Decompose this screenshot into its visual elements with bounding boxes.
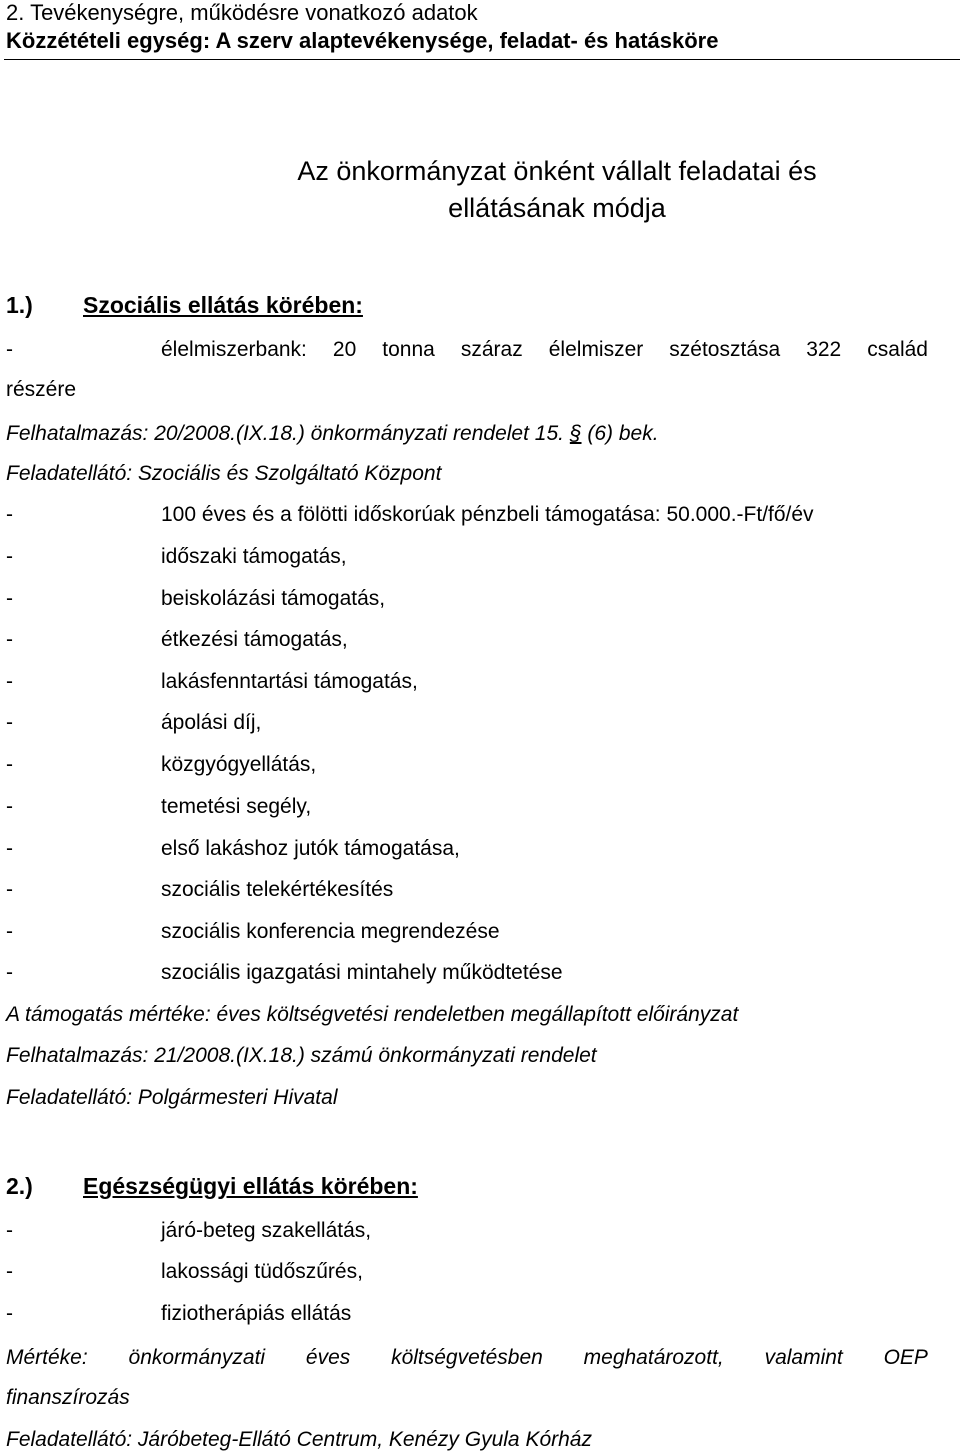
list-item: közgyógyellátás, — [161, 753, 317, 776]
list-item-foodbank-continuation: részére — [6, 378, 77, 401]
header-divider — [4, 59, 960, 60]
authorization-line-1 — [6, 421, 659, 447]
word: önkormányzati — [128, 1346, 266, 1369]
list-dash: - — [6, 545, 13, 568]
list-dash: - — [6, 753, 13, 776]
section-2-heading: Egészségügyi ellátás körében: — [83, 1173, 418, 1199]
word: tonna — [382, 338, 435, 361]
word: 20 — [332, 338, 357, 361]
list-item: temetési segély, — [161, 795, 312, 818]
document-title-line-2: ellátásának módja — [448, 193, 666, 223]
list-dash: - — [6, 837, 13, 860]
measure-line-2 — [6, 1345, 928, 1371]
list-item: ápolási díj, — [161, 711, 262, 734]
list-item: szociális igazgatási mintahely működtetése — [161, 961, 563, 984]
list-item: időszaki támogatás, — [161, 545, 347, 568]
word: 322 — [806, 338, 842, 361]
list-dash: - — [6, 711, 13, 734]
section-1-heading: Szociális ellátás körében: — [83, 292, 363, 318]
word: éves — [305, 1346, 351, 1369]
list-dash: - — [6, 1260, 13, 1283]
list-dash: - — [6, 920, 13, 943]
word: élelmiszer — [548, 338, 644, 361]
list-item: lakásfenntartási támogatás, — [161, 670, 418, 693]
word: szétosztása — [669, 338, 781, 361]
list-item-foodbank — [161, 337, 928, 363]
list-dash: - — [6, 1219, 13, 1242]
word: költségvetésben — [391, 1346, 543, 1369]
section-1-number: 1.) — [6, 292, 33, 318]
measure-line-2-continuation: finanszírozás — [6, 1386, 130, 1409]
measure-line-1: A támogatás mértéke: éves költségvetési rendeletben megállapított előirányzat — [6, 1003, 739, 1026]
word: száraz — [460, 338, 523, 361]
list-item: 100 éves és a fölötti időskorúak pénzbeli támogatása: 50.000.-Ft/fő/év — [161, 503, 814, 526]
authorization-line-2: Felhatalmazás: 21/2008.(IX.18.) számú önkormányzati rendelet — [6, 1044, 597, 1067]
list-dash: - — [6, 670, 13, 693]
list-item: fiziotherápiás ellátás — [161, 1302, 352, 1325]
list-item: járó-beteg szakellátás, — [161, 1219, 372, 1242]
word: család — [867, 338, 928, 361]
word: élelmiszerbank: — [161, 338, 307, 361]
list-dash: - — [6, 628, 13, 651]
list-item: étkezési támogatás, — [161, 628, 348, 651]
word: valamint — [764, 1346, 843, 1369]
list-dash: - — [6, 338, 13, 361]
provider-line-2: Feladatellátó: Polgármesteri Hivatal — [6, 1086, 338, 1109]
list-dash: - — [6, 587, 13, 610]
list-dash: - — [6, 961, 13, 984]
header-category: 2. Tevékenységre, működésre vonatkozó adatok — [6, 0, 478, 25]
list-item: szociális telekértékesítés — [161, 878, 394, 901]
word: meghatározott, — [583, 1346, 724, 1369]
list-item: beiskolázási támogatás, — [161, 587, 386, 610]
provider-line-3: Feladatellátó: Járóbeteg-Ellátó Centrum, Kenézy Gyula Kórház — [6, 1428, 592, 1451]
section-2-number: 2.) — [6, 1173, 33, 1199]
list-dash: - — [6, 503, 13, 526]
list-dash: - — [6, 1302, 13, 1325]
list-dash: - — [6, 878, 13, 901]
authorization-paragraph: (6) bek. — [587, 422, 659, 445]
list-item: első lakáshoz jutók támogatása, — [161, 837, 460, 860]
word: OEP — [883, 1346, 928, 1369]
list-item: szociális konferencia megrendezése — [161, 920, 500, 943]
section-sign: § — [569, 422, 582, 445]
authorization-text: Felhatalmazás: 20/2008.(IX.18.) önkormányzati rendelet 15. — [6, 422, 564, 445]
header-publication-unit: Közzétételi egység: A szerv alaptevékenysége, feladat- és hatásköre — [6, 28, 719, 53]
list-item: lakossági tüdőszűrés, — [161, 1260, 363, 1283]
document-title-line-1: Az önkormányzat önként vállalt feladatai és — [297, 156, 817, 186]
list-dash: - — [6, 795, 13, 818]
word: Mértéke: — [6, 1346, 88, 1369]
provider-line-1: Feladatellátó: Szociális és Szolgáltató Központ — [6, 462, 442, 485]
